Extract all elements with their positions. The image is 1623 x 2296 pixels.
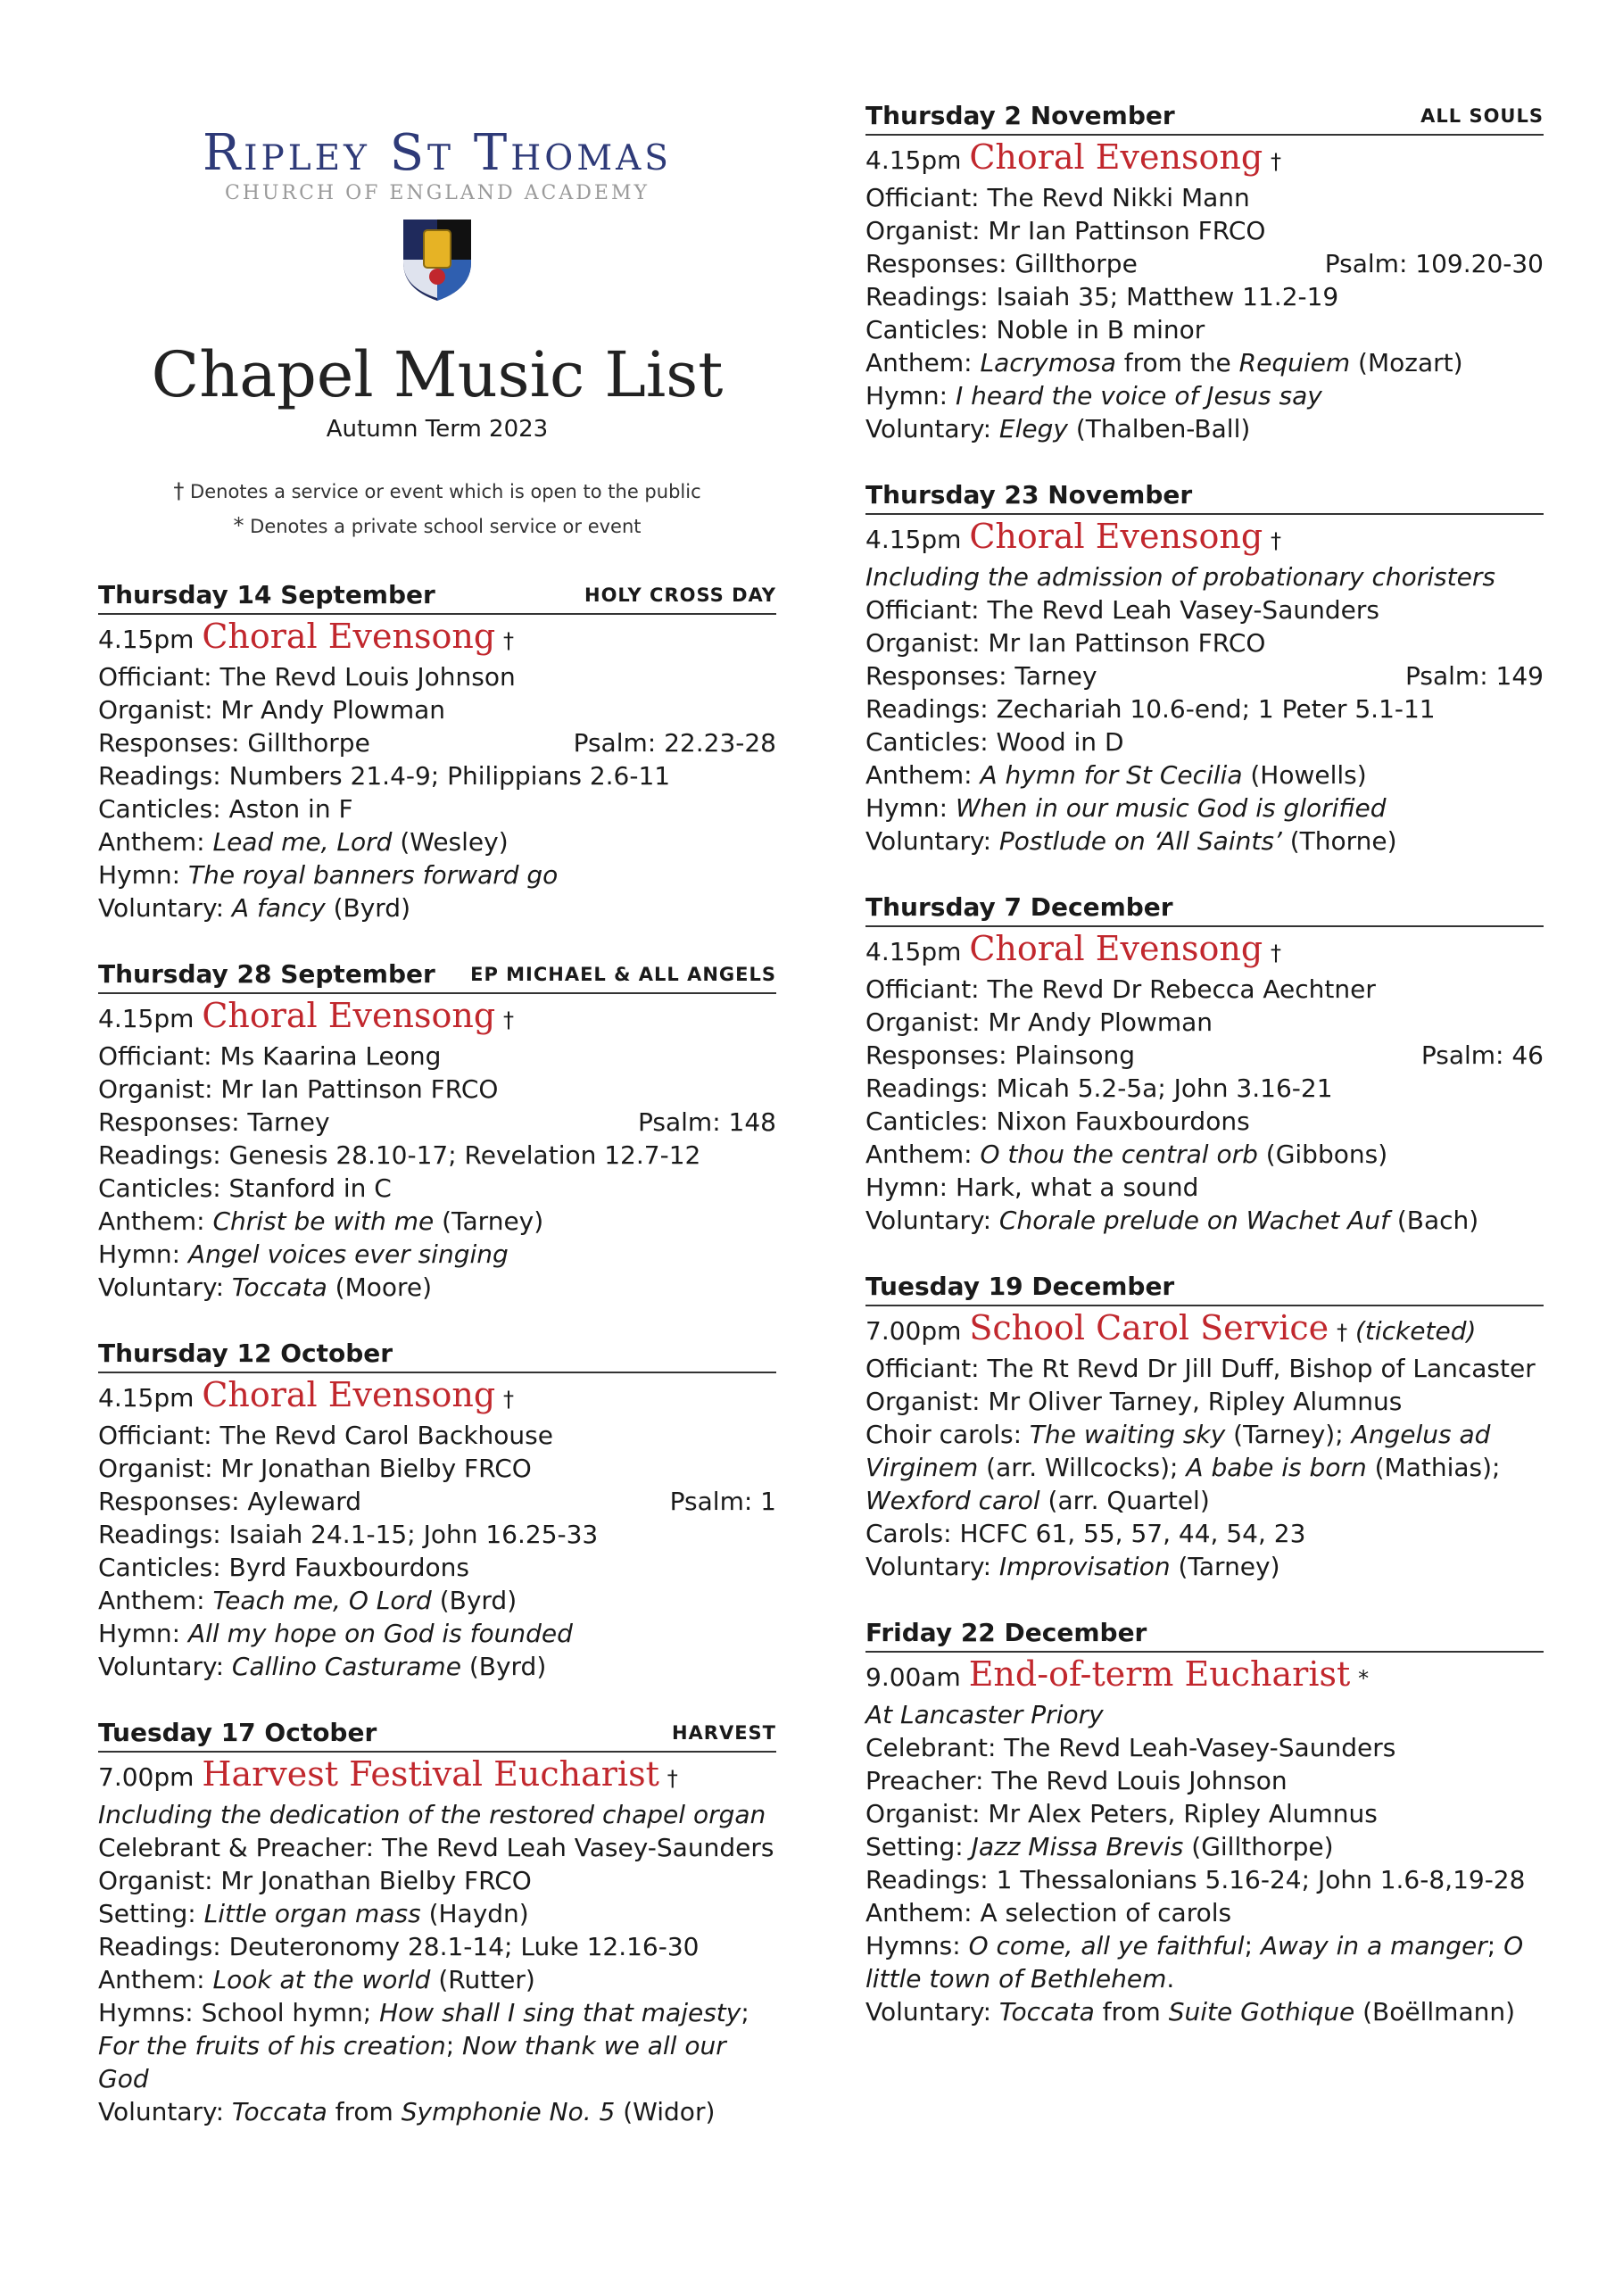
readings: Readings: Micah 5.2-5a; John 3.16-21 — [865, 1073, 1333, 1103]
preacher: Preacher: The Revd Louis Johnson — [865, 1766, 1288, 1795]
readings: Readings: Genesis 28.10-17; Revelation 12.7-12 — [98, 1140, 701, 1170]
anthem: Anthem: Look at the world (Rutter) — [98, 1965, 535, 1994]
officiant: Officiant: The Revd Louis Johnson — [98, 662, 516, 692]
occasion-label: EP MICHAEL & ALL ANGELS — [470, 964, 776, 985]
officiant: Officiant: The Rt Revd Dr Jill Duff, Bishop of Lancaster — [865, 1354, 1536, 1383]
celebrant: Celebrant: The Revd Leah-Vasey-Saunders — [865, 1733, 1396, 1762]
service-mark: † — [503, 1387, 515, 1412]
term-label: Autumn Term 2023 — [326, 416, 549, 443]
voluntary: Voluntary: Elegy (Thalben-Ball) — [865, 414, 1251, 443]
service-title-line — [865, 929, 1544, 973]
celebrant: Celebrant & Preacher: The Revd Leah Vasey-Saunders — [98, 1833, 774, 1862]
voluntary: Voluntary: Toccata from Symphonie No. 5 (Widor) — [98, 2097, 716, 2126]
service-note: Including the dedication of the restored chapel organ — [98, 1800, 766, 1829]
legend-private: * Denotes a private school service or event — [233, 513, 642, 538]
service-mark: † — [667, 1766, 678, 1791]
hymn: Hymn: All my hope on God is founded — [98, 1619, 573, 1648]
anthem: Anthem: A hymn for St Cecilia (Howells) — [865, 760, 1367, 790]
organist: Organist: Mr Ian Pattinson FRCO — [98, 1074, 499, 1104]
service-entry — [865, 479, 1544, 858]
service-entry — [98, 579, 776, 924]
readings: Readings: Isaiah 24.1-15; John 16.25-33 — [98, 1520, 599, 1549]
dagger-symbol: † — [173, 478, 185, 503]
anthem: Anthem: Teach me, O Lord (Byrd) — [98, 1586, 518, 1615]
occasion-label: HARVEST — [671, 1722, 776, 1744]
service-time: 4.15pm — [98, 1383, 195, 1413]
voluntary: Voluntary: Improvisation (Tarney) — [865, 1552, 1280, 1581]
service-title-line — [98, 617, 776, 660]
legend-public: † Denotes a service or event which is open to the public — [173, 478, 701, 503]
officiant: Officiant: The Revd Leah Vasey-Saunders — [865, 595, 1379, 625]
service-title: Harvest Festival Eucharist — [202, 1754, 659, 1794]
anthem: Anthem: O thou the central orb (Gibbons) — [865, 1140, 1388, 1169]
setting: Setting: Jazz Missa Brevis (Gillthorpe) — [865, 1832, 1334, 1861]
canticles: Canticles: Nixon Fauxbourdons — [865, 1107, 1250, 1136]
setting: Setting: Little organ mass (Haydn) — [98, 1899, 529, 1928]
responses-psalm: Responses: Ayleward Psalm: 1 — [98, 1487, 776, 1516]
responses-psalm: Responses: Tarney Psalm: 149 — [865, 661, 1544, 691]
readings: Readings: Isaiah 35; Matthew 11.2-19 — [865, 282, 1339, 311]
right-column — [865, 0, 1544, 2062]
responses-psalm: Responses: Tarney Psalm: 148 — [98, 1107, 776, 1137]
school-crest-icon — [402, 218, 473, 303]
readings: Readings: 1 Thessalonians 5.16-24; John 1.6-8,19-28 — [865, 1865, 1526, 1894]
occasion-label: HOLY CROSS DAY — [584, 584, 776, 606]
service-mark: † — [1271, 528, 1282, 553]
school-name: Ripley St Thomas — [202, 124, 673, 182]
officiant: Officiant: Ms Kaarina Leong — [98, 1041, 442, 1071]
service-title: Choral Evensong — [202, 996, 496, 1035]
service-note: Including the admission of probationary choristers — [865, 562, 1495, 592]
hymn: Hymn: When in our music God is glorified — [865, 793, 1387, 823]
service-time: 7.00pm — [865, 1316, 962, 1346]
service-date-header: Thursday 2 November ALL SOULS — [865, 100, 1544, 136]
hymn: Hymn: I heard the voice of Jesus say — [865, 381, 1322, 410]
legend — [98, 474, 776, 543]
service-date-header: Tuesday 19 December — [865, 1271, 1544, 1306]
service-title: End-of-term Eucharist — [968, 1654, 1351, 1694]
school-subtitle: CHURCH OF ENGLAND ACADEMY — [224, 182, 650, 204]
service-title-line — [98, 1375, 776, 1419]
service-title: Choral Evensong — [202, 617, 496, 656]
anthem: Anthem: Lead me, Lord (Wesley) — [98, 827, 509, 857]
service-entry — [865, 891, 1544, 1237]
asterisk-symbol: * — [233, 513, 244, 538]
hymns: Hymns: School hymn; How shall I sing that majesty; For the fruits of his creation; Now thank we all our God — [98, 1998, 749, 2093]
voluntary: Voluntary: Postlude on ‘All Saints’ (Thorne) — [865, 826, 1397, 856]
organist: Organist: Mr Andy Plowman — [865, 1007, 1213, 1037]
service-title-line — [865, 137, 1544, 181]
service-entry — [98, 958, 776, 1304]
voluntary: Voluntary: Chorale prelude on Wachet Auf (Bach) — [865, 1206, 1479, 1235]
voluntary: Voluntary: Toccata from Suite Gothique (Boëllmann) — [865, 1997, 1516, 2027]
service-time: 7.00pm — [98, 1762, 195, 1792]
service-title: Choral Evensong — [969, 517, 1263, 556]
readings: Readings: Numbers 21.4-9; Philippians 2.6-11 — [98, 761, 671, 791]
canticles: Canticles: Byrd Fauxbourdons — [98, 1553, 469, 1582]
service-mark: * — [1358, 1666, 1370, 1691]
service-entry — [865, 1271, 1544, 1583]
service-title-line — [865, 1654, 1544, 1698]
organist: Organist: Mr Oliver Tarney, Ripley Alumnus — [865, 1387, 1403, 1416]
organist: Organist: Mr Andy Plowman — [98, 695, 446, 725]
service-title: Choral Evensong — [969, 137, 1263, 177]
canticles: Canticles: Aston in F — [98, 794, 353, 824]
ticketed-label: (ticketed) — [1354, 1316, 1477, 1346]
hymn: Hymn: Angel voices ever singing — [98, 1239, 509, 1269]
organist: Organist: Mr Alex Peters, Ripley Alumnus — [865, 1799, 1378, 1828]
service-note: At Lancaster Priory — [865, 1700, 1104, 1729]
page-title: Chapel Music List — [151, 338, 724, 411]
left-column — [98, 0, 776, 2162]
responses-psalm: Responses: Plainsong Psalm: 46 — [865, 1040, 1544, 1070]
voluntary: Voluntary: Callino Casturame (Byrd) — [98, 1652, 547, 1681]
readings: Readings: Zechariah 10.6-end; 1 Peter 5.1-11 — [865, 694, 1436, 724]
organist: Organist: Mr Jonathan Bielby FRCO — [98, 1866, 532, 1895]
hymn: Hymn: The royal banners forward go — [98, 860, 559, 890]
officiant: Officiant: The Revd Dr Rebecca Aechtner — [865, 974, 1376, 1004]
service-entry — [865, 100, 1544, 445]
occasion-label: ALL SOULS — [1420, 105, 1544, 127]
canticles: Canticles: Noble in B minor — [865, 315, 1205, 344]
responses-psalm: Responses: Gillthorpe Psalm: 109.20-30 — [865, 249, 1544, 278]
anthem: Anthem: Christ be with me (Tarney) — [98, 1206, 544, 1236]
service-time: 4.15pm — [98, 1004, 195, 1033]
service-time: 4.15pm — [865, 525, 962, 554]
organist: Organist: Mr Ian Pattinson FRCO — [865, 216, 1266, 245]
service-date-header: Friday 22 December — [865, 1617, 1544, 1653]
service-title: Choral Evensong — [969, 929, 1263, 968]
service-title-line — [865, 1308, 1544, 1352]
hymns: Hymns: O come, all ye faithful; Away in a manger; O little town of Bethlehem. — [865, 1931, 1524, 1993]
service-mark: † — [1337, 1320, 1348, 1345]
choir-carols: Choir carols: The waiting sky (Tarney); Angelus ad Virginem (arr. Willcocks); A babe is born (Mathias); Wexford carol (arr. Quartel) — [865, 1420, 1501, 1515]
service-date-header: Thursday 28 September EP MICHAEL & ALL ANGELS — [98, 958, 776, 994]
service-date-header: Tuesday 17 October HARVEST — [98, 1717, 776, 1753]
service-entry — [98, 1717, 776, 2128]
service-time: 4.15pm — [98, 625, 195, 654]
canticles: Canticles: Stanford in C — [98, 1173, 392, 1203]
service-time: 4.15pm — [865, 145, 962, 175]
organist: Organist: Mr Ian Pattinson FRCO — [865, 628, 1266, 658]
voluntary: Voluntary: A fancy (Byrd) — [98, 893, 411, 923]
officiant: Officiant: The Revd Nikki Mann — [865, 183, 1250, 212]
service-title: School Carol Service — [969, 1308, 1329, 1347]
readings: Readings: Deuteronomy 28.1-14; Luke 12.16-30 — [98, 1932, 700, 1961]
service-time: 4.15pm — [865, 937, 962, 966]
service-entry — [865, 1617, 1544, 2028]
organist: Organist: Mr Jonathan Bielby FRCO — [98, 1454, 532, 1483]
hymn: Hymn: Hark, what a sound — [865, 1173, 1199, 1202]
service-mark: † — [503, 1007, 515, 1032]
service-mark: † — [1271, 149, 1282, 174]
service-mark: † — [503, 628, 515, 653]
officiant: Officiant: The Revd Carol Backhouse — [98, 1421, 553, 1450]
service-title-line — [98, 1754, 776, 1798]
service-date-header: Thursday 23 November — [865, 479, 1544, 515]
service-title: Choral Evensong — [202, 1375, 496, 1414]
page-header — [98, 125, 776, 543]
canticles: Canticles: Wood in D — [865, 727, 1124, 757]
anthem: Anthem: Lacrymosa from the Requiem (Mozart) — [865, 348, 1463, 377]
service-mark: † — [1271, 941, 1282, 966]
service-date-header: Thursday 14 September HOLY CROSS DAY — [98, 579, 776, 615]
responses-psalm: Responses: Gillthorpe Psalm: 22.23-28 — [98, 728, 776, 758]
anthem: Anthem: A selection of carols — [865, 1898, 1232, 1927]
service-entry — [98, 1338, 776, 1683]
carols: Carols: HCFC 61, 55, 57, 44, 54, 23 — [865, 1519, 1306, 1548]
service-date-header: Thursday 12 October — [98, 1338, 776, 1373]
voluntary: Voluntary: Toccata (Moore) — [98, 1272, 433, 1302]
service-time: 9.00am — [865, 1662, 961, 1692]
service-date-header: Thursday 7 December — [865, 891, 1544, 927]
service-title-line — [865, 517, 1544, 560]
service-title-line — [98, 996, 776, 1040]
